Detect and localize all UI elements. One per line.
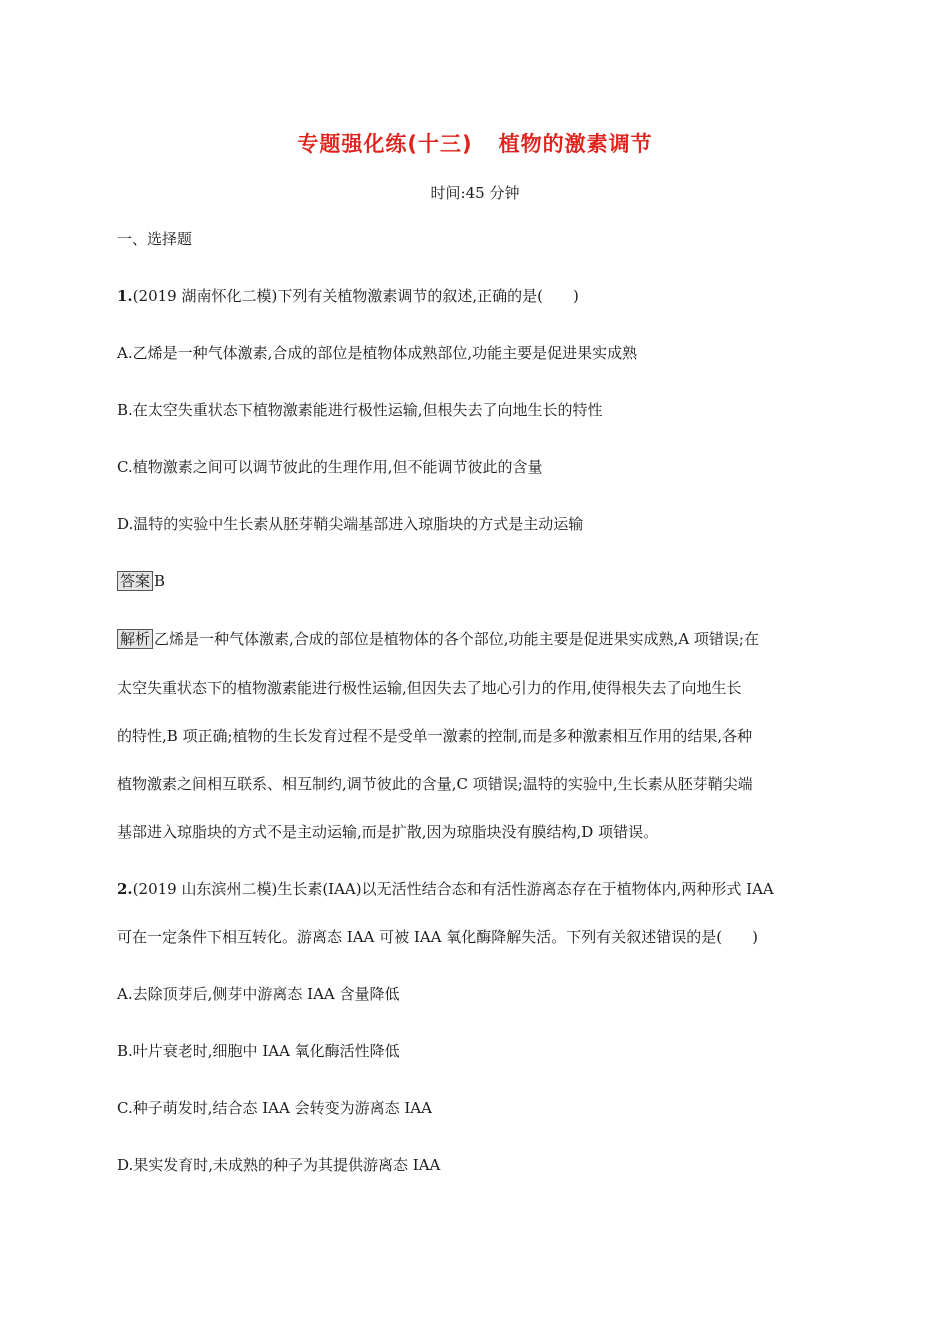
question-1-analysis-line: 的特性,B 项正确;植物的生长发育过程不是受单一激素的控制,而是多种激素相互作用的结果,各种 [117, 727, 753, 745]
question-2-number: 2. [117, 880, 133, 898]
time-limit: 时间:45 分钟 [430, 184, 520, 202]
title-main: 专题强化练(十三) [297, 132, 473, 156]
question-1-analysis-line: 植物激素之间相互联系、相互制约,调节彼此的含量,C 项错误;温特的实验中,生长素从胚芽鞘尖端 [117, 775, 753, 793]
question-2-option-c: C.种子萌发时,结合态 IAA 会转变为游离态 IAA [117, 1099, 432, 1117]
analysis-tag: 解析 [117, 629, 153, 649]
question-2-stem-continued: 可在一定条件下相互转化。游离态 IAA 可被 IAA 氧化酶降解失活。下列有关叙述错误的是( ) [117, 928, 758, 946]
question-2-text: (2019 山东滨州二模)生长素(IAA)以无活性结合态和有活性游离态存在于植物体内,两种形式 IAA [132, 880, 774, 898]
question-1-analysis-line: 太空失重状态下的植物激素能进行极性运输,但因失去了地心引力的作用,使得根失去了向地生长 [117, 679, 742, 697]
page-title [0, 128, 950, 158]
question-1-option-b: B.在太空失重状态下植物激素能进行极性运输,但根失去了向地生长的特性 [117, 401, 603, 419]
question-1-stem [117, 286, 837, 306]
question-2-option-a: A.去除顶芽后,侧芽中游离态 IAA 含量降低 [117, 985, 400, 1003]
question-1-option-d: D.温特的实验中生长素从胚芽鞘尖端基部进入琼脂块的方式是主动运输 [117, 515, 584, 533]
answer-tag: 答案 [117, 571, 153, 591]
question-1-analysis-line [117, 629, 837, 649]
analysis-text: 乙烯是一种气体激素,合成的部位是植物体的各个部位,功能主要是促进果实成熟,A 项错误;在 [154, 630, 759, 648]
answer-value: B [154, 572, 166, 590]
question-1-text: (2019 湖南怀化二模)下列有关植物激素调节的叙述,正确的是( ) [132, 287, 579, 305]
title-sub: 植物的激素调节 [498, 132, 653, 156]
question-1-option-c: C.植物激素之间可以调节彼此的生理作用,但不能调节彼此的含量 [117, 458, 543, 476]
question-1-option-a: A.乙烯是一种气体激素,合成的部位是植物体成熟部位,功能主要是促进果实成熟 [117, 344, 638, 362]
question-1-answer [117, 571, 837, 591]
section-heading: 一、选择题 [117, 230, 193, 248]
question-1-number: 1. [117, 287, 133, 305]
question-2-option-d: D.果实发育时,未成熟的种子为其提供游离态 IAA [117, 1156, 441, 1174]
question-2-stem [117, 879, 837, 899]
question-2-option-b: B.叶片衰老时,细胞中 IAA 氧化酶活性降低 [117, 1042, 400, 1060]
question-1-analysis-line: 基部进入琼脂块的方式不是主动运输,而是扩散,因为琼脂块没有膜结构,D 项错误。 [117, 823, 659, 841]
